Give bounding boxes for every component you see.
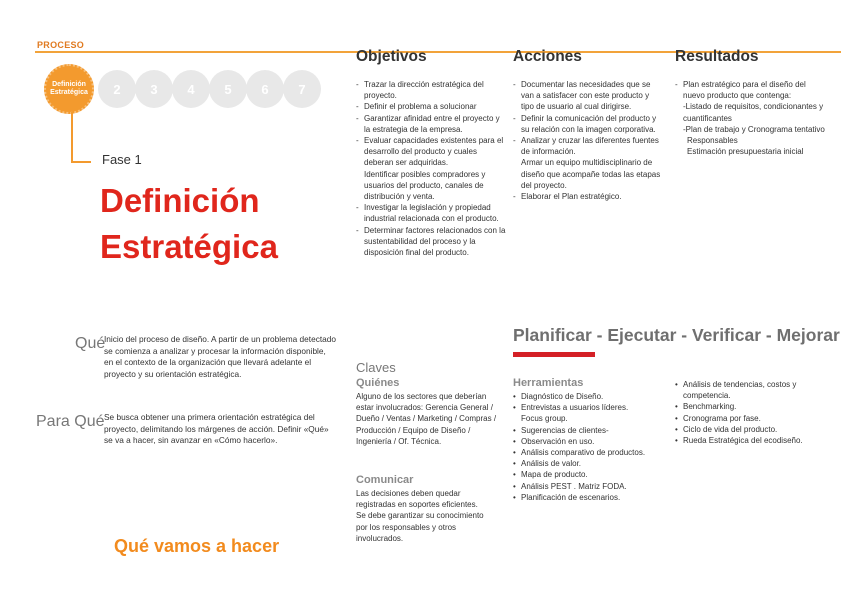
page-title <box>100 178 278 270</box>
objetivo-item: - Trazar la dirección estratégica del proyecto. <box>356 79 506 101</box>
herramienta-item: • Ciclo de vida del producto. <box>675 424 825 435</box>
herramienta-item: • Planificación de escenarios. <box>513 492 663 503</box>
step-5[interactable] <box>209 70 247 108</box>
resultado-item: Responsables <box>687 136 738 146</box>
step-2-label: 2 <box>113 81 121 97</box>
step-6[interactable] <box>246 70 284 108</box>
objetivos-heading: Objetivos <box>356 48 427 65</box>
herramienta-item: • Diagnóstico de Diseño. <box>513 391 663 402</box>
herramienta-item: • Mapa de producto. <box>513 469 663 480</box>
pevm-accent-bar <box>513 352 595 357</box>
accion-item: Armar un equipo multidisciplinario de diseño que acompañe todas las etapas del proyecto. <box>521 158 661 190</box>
herramienta-item: • Benchmarking. <box>675 401 825 412</box>
accion-item: - Documentar las necesidades que se van a satisfacer con este producto y tipo de usuario al cual dirigirse. <box>513 79 663 113</box>
objetivo-item: - Definir el problema a solucionar <box>356 101 506 112</box>
comunicar-text: Las decisiones deben quedar registradas en soportes eficientes. Se debe garantizar su conocimiento por los responsables y otros involucrados. <box>356 489 484 543</box>
step-1-active[interactable] <box>44 64 94 114</box>
accion-item: - Definir la comunicación del producto y su relación con la imagen corporativa. <box>513 113 663 135</box>
herramientas-heading: Herramientas <box>513 377 584 389</box>
para-que-label: Para Qué <box>36 413 105 430</box>
acciones-list <box>513 79 663 202</box>
resultados-heading: Resultados <box>675 48 759 65</box>
herramienta-item: • Sugerencias de clientes- <box>513 425 663 436</box>
step-4-label: 4 <box>187 81 195 97</box>
comunicar-heading: Comunicar <box>356 474 414 486</box>
resultado-item: -Listado de requisitos, condicionantes y cuantificantes <box>683 102 824 123</box>
bottom-title: Qué vamos a hacer <box>114 536 280 556</box>
herramienta-item: • Observación en uso. <box>513 436 663 447</box>
herramienta-item: • Análisis comparativo de productos. <box>513 447 663 458</box>
objetivo-item: - Determinar factores relacionados con la sustentabilidad del proceso y la disposición final del producto. <box>356 225 506 259</box>
step-1-label: Definición Estratégica <box>50 81 88 96</box>
resultado-item: Estimación presupuestaria inicial <box>687 147 804 157</box>
quienes-text: Alguno de los sectores que deberían estar involucrados: Gerencia General / Dueño / Ventas / Marketing / Compras / Producción / Equipo de Diseño / Ingeniería / Of. Técnica. <box>356 392 497 446</box>
page-title-line-2: Estratégica <box>100 228 278 265</box>
objetivo-item: - Evaluar capacidades existentes para el desarrollo del producto y cuales deberan ser adquiridas. <box>356 135 506 169</box>
acciones-heading: Acciones <box>513 48 582 65</box>
quienes-heading: Quiénes <box>356 377 400 389</box>
step-2[interactable] <box>98 70 136 108</box>
herramienta-item: • Análisis PEST . Matriz FODA. <box>513 481 663 492</box>
herramienta-item: • Rueda Estratégica del ecodiseño. <box>675 435 825 446</box>
resultados-list <box>675 79 825 157</box>
page-title-line-1: Definición <box>100 182 260 219</box>
step-indicator <box>44 62 344 120</box>
que-text: Inicio del proceso de diseño. A partir de un problema detectado se comienza a analizar y procesar la información disponible, en el contexto de la organización que llevará adelante el proyecto y su orientación estratégica. <box>104 334 337 379</box>
objetivo-item: - Garantizar afinidad entre el proyecto y la estrategia de la empresa. <box>356 113 506 135</box>
herramientas-list-1 <box>513 391 663 503</box>
objetivo-item: - Investigar la legislación y propiedad industrial relacionada con el producto. <box>356 202 506 224</box>
step-7-label: 7 <box>298 81 306 97</box>
herramienta-item: • Cronograma por fase. <box>675 413 825 424</box>
step-connector <box>71 112 73 162</box>
herramienta-item: • Entrevistas a usuarios líderes. Focus group. <box>513 402 633 424</box>
para-que-text: Se busca obtener una primera orientación estratégica del proyecto, delimitando los márgenes de acción. Definir «Qué» se va a hacer, sin avanzar en «Cómo hacerlo». <box>104 412 329 445</box>
accion-item: - Analizar y cruzar las diferentes fuentes de información. <box>513 135 663 157</box>
herramienta-item: • Análisis de valor. <box>513 458 663 469</box>
claves-heading: Claves <box>356 360 396 375</box>
herramienta-item: • Análisis de tendencias, costos y competencia. <box>675 379 813 401</box>
step-5-label: 5 <box>224 81 232 97</box>
step-6-label: 6 <box>261 81 269 97</box>
section-label: PROCESO <box>37 40 85 50</box>
que-label: Qué <box>75 335 106 352</box>
resultado-item: - Plan estratégico para el diseño del nuevo producto que contenga: <box>675 79 825 101</box>
step-connector-tick <box>71 161 91 163</box>
pevm-heading: Planificar - Ejecutar - Verificar - Mejorar <box>513 325 840 345</box>
herramientas-list-2 <box>675 379 825 446</box>
step-3[interactable] <box>135 70 173 108</box>
objetivos-list <box>356 79 506 258</box>
resultado-item: -Plan de trabajo y Cronograma tentativo <box>683 124 825 134</box>
step-4[interactable] <box>172 70 210 108</box>
phase-label: Fase 1 <box>102 152 142 167</box>
accion-item: - Elaborar el Plan estratégico. <box>513 191 663 202</box>
step-3-label: 3 <box>150 81 158 97</box>
step-7[interactable] <box>283 70 321 108</box>
objetivo-item: Identificar posibles compradores y usuarios del producto, canales de distribución y venta. <box>364 169 486 202</box>
